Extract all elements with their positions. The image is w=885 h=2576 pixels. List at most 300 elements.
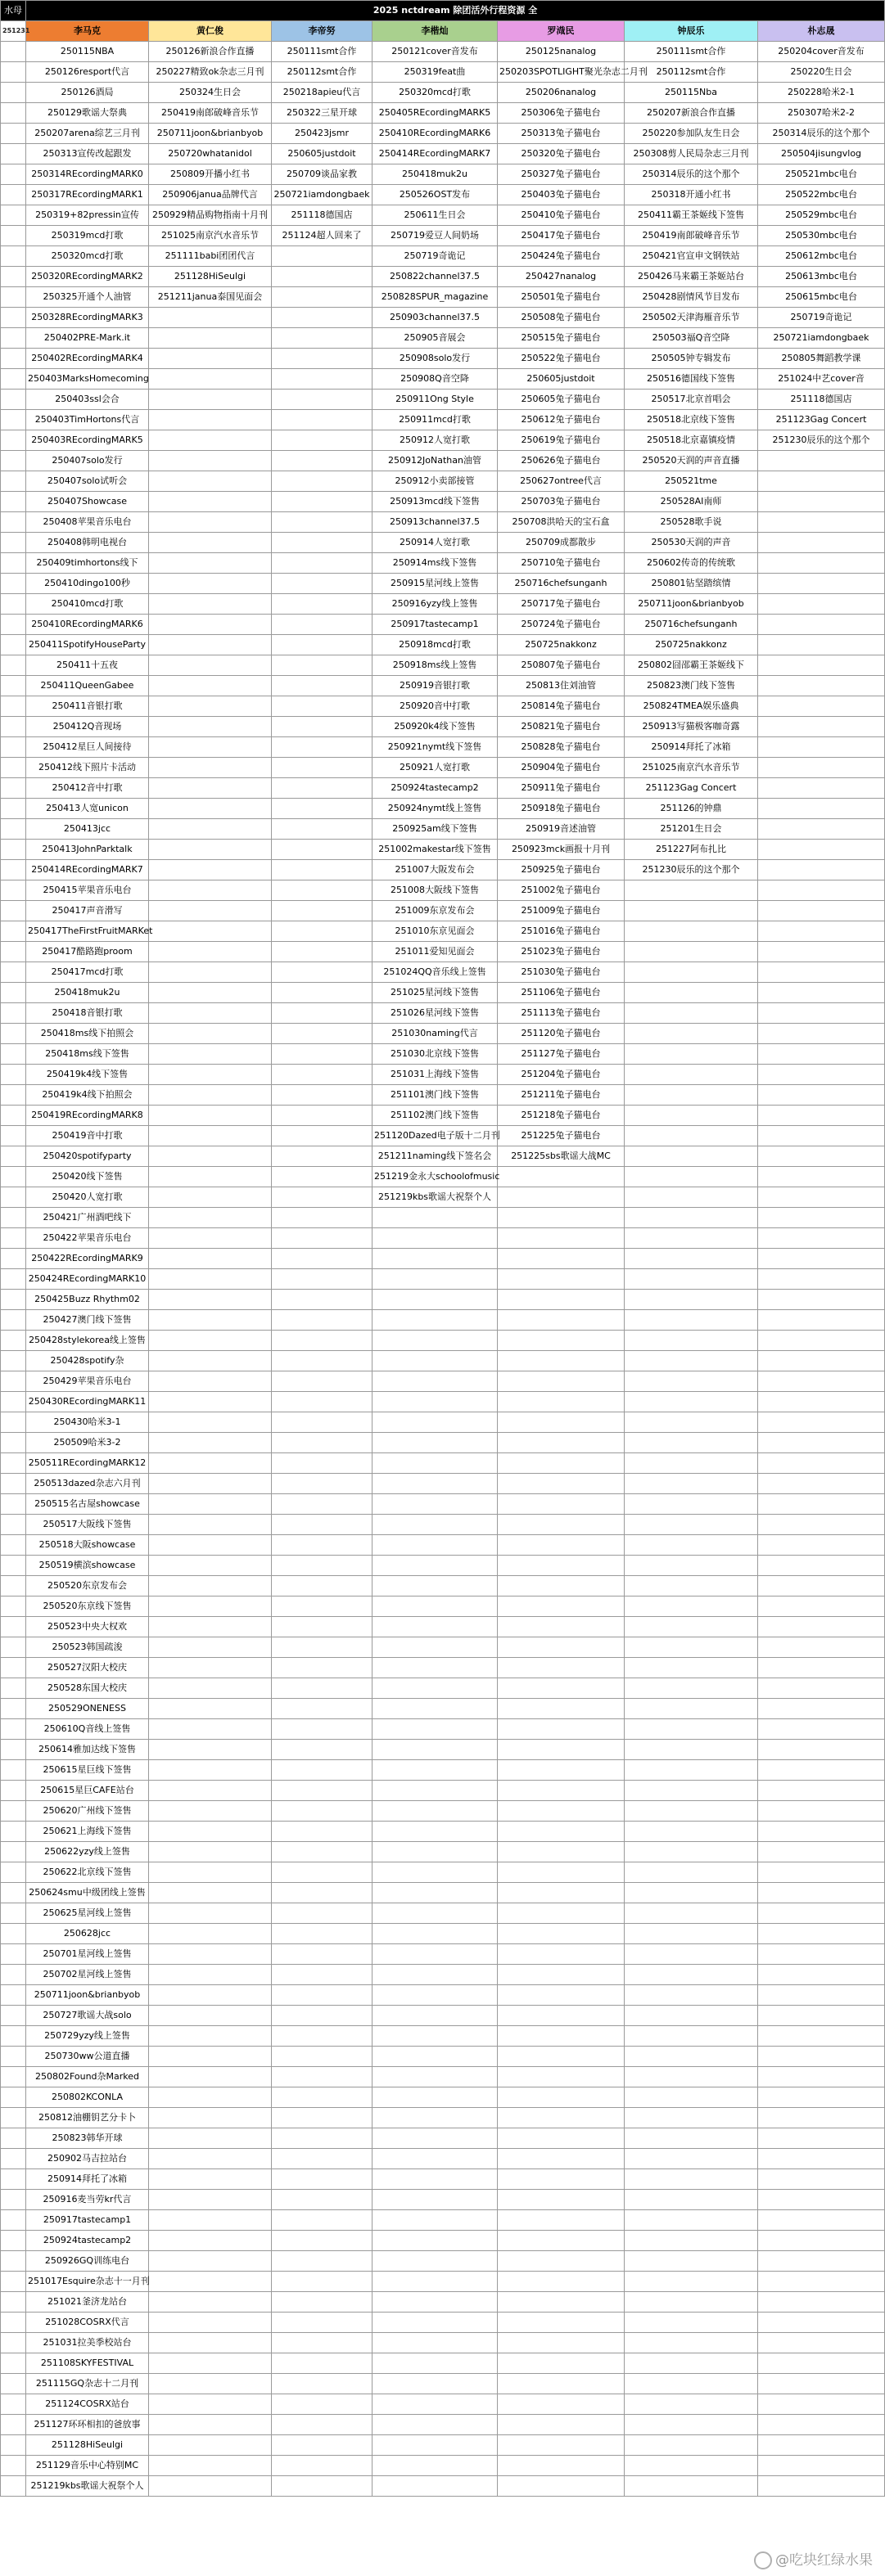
table-row [1,1146,885,1167]
schedule-cell [498,1637,625,1658]
row-id-cell [1,369,26,390]
schedule-cell: 250711joon&brianbyob [26,1985,149,2006]
schedule-cell [272,1658,373,1678]
row-id-cell [1,594,26,615]
schedule-cell [625,1371,758,1392]
row-id-cell [1,349,26,369]
table-row [1,308,885,328]
member-header: 黄仁俊 [149,21,272,42]
schedule-cell [625,1596,758,1617]
schedule-cell: 250412Q音现场 [26,717,149,737]
schedule-cell: 250423jsmr [272,124,373,144]
schedule-cell: 250112smt合作 [272,62,373,83]
schedule-cell: 250418音银打歌 [26,1003,149,1024]
schedule-cell: 250821兔子猫电台 [498,717,625,737]
schedule-cell: 250307哈米2-2 [758,103,885,124]
schedule-cell [272,2210,373,2231]
schedule-cell [625,1167,758,1187]
schedule-cell: 250529mbc电台 [758,205,885,226]
schedule-cell: 250528AI南师 [625,492,758,512]
schedule-cell [758,655,885,676]
schedule-cell [272,533,373,553]
schedule-cell: 250508兔子猫电台 [498,308,625,328]
schedule-cell [758,1822,885,1842]
schedule-cell [625,2333,758,2353]
schedule-cell [272,2026,373,2047]
schedule-cell [149,2026,272,2047]
schedule-cell [149,1126,272,1146]
table-row [1,1781,885,1801]
schedule-cell [625,2456,758,2476]
row-id-cell [1,983,26,1003]
row-id-cell [1,1556,26,1576]
schedule-cell: 250529ONENESS [26,1699,149,1719]
row-id-cell [1,512,26,533]
row-id-cell [1,1412,26,1433]
schedule-cell [272,1842,373,1862]
schedule-cell [149,1924,272,1944]
schedule-cell [758,860,885,880]
schedule-cell [149,430,272,451]
schedule-cell [272,2313,373,2333]
schedule-cell [373,2292,498,2313]
member-header-row [1,21,885,42]
watermark-text: @吃块红绿水果 [775,2552,873,2569]
schedule-cell [149,2374,272,2394]
schedule-cell [149,512,272,533]
schedule-cell: 251230辰乐的这个那个 [758,430,885,451]
schedule-cell [373,1412,498,1433]
schedule-cell [272,1862,373,1883]
schedule-cell: 251127环环相扣的爸放事 [26,2415,149,2435]
table-row [1,2128,885,2149]
schedule-cell [498,2169,625,2190]
schedule-cell [272,1801,373,1822]
schedule-cell [758,1331,885,1351]
schedule-cell [373,2190,498,2210]
schedule-cell: 250327兔子猫电台 [498,164,625,185]
schedule-cell [272,1146,373,1167]
schedule-cell [149,1331,272,1351]
row-id-cell [1,83,26,103]
schedule-cell [373,1985,498,2006]
row-id-cell [1,1862,26,1883]
row-id-cell [1,2394,26,2415]
schedule-cell: 250417mcd打歌 [26,962,149,983]
table-row [1,1678,885,1699]
row-id-cell [1,1842,26,1862]
table-row [1,1433,885,1453]
schedule-cell [758,1862,885,1883]
schedule-cell: 250624smu中级团线上签售 [26,1883,149,1903]
schedule-cell [758,676,885,696]
schedule-cell: 250917tastecamp1 [26,2210,149,2231]
table-row [1,1924,885,1944]
schedule-cell [758,2353,885,2374]
schedule-cell [498,1167,625,1187]
table-row [1,2292,885,2313]
schedule-cell: 250517大阪线下签售 [26,1515,149,1535]
schedule-cell: 250320mcd打歌 [373,83,498,103]
schedule-cell [758,1699,885,1719]
row-id-cell [1,1065,26,1085]
schedule-cell: 250115Nba [625,83,758,103]
schedule-cell [498,1740,625,1760]
schedule-cell [149,758,272,778]
schedule-cell [272,860,373,880]
schedule-cell [149,369,272,390]
schedule-cell [272,1474,373,1494]
schedule-cell [149,1453,272,1474]
schedule-cell: 250615mbc电台 [758,287,885,308]
schedule-cell [625,1392,758,1412]
schedule-cell [625,1085,758,1106]
schedule-cell [498,2292,625,2313]
schedule-cell: 250523中央大权欢 [26,1617,149,1637]
schedule-cell [758,2087,885,2108]
schedule-cell [149,799,272,819]
schedule-cell [272,1167,373,1187]
table-row [1,1310,885,1331]
schedule-cell: 251011爱知见面会 [373,942,498,962]
row-id-cell [1,860,26,880]
member-header: 钟辰乐 [625,21,758,42]
schedule-cell [498,1760,625,1781]
schedule-cell [498,2415,625,2435]
schedule-cell [149,2108,272,2128]
schedule-cell: 250526OST发布 [373,185,498,205]
schedule-cell: 250410mcd打歌 [26,594,149,615]
table-row [1,1065,885,1085]
schedule-cell [758,471,885,492]
schedule-cell: 250325开通个人油管 [26,287,149,308]
table-row [1,2272,885,2292]
schedule-cell [758,1024,885,1044]
schedule-cell [758,1883,885,1903]
schedule-cell [758,758,885,778]
table-row [1,717,885,737]
schedule-cell: 250911mcd打歌 [373,410,498,430]
row-id-cell [1,615,26,635]
schedule-cell [625,1065,758,1085]
schedule-cell: 250121cover音发布 [373,42,498,62]
schedule-cell [149,2333,272,2353]
schedule-cell [272,1249,373,1269]
table-row [1,1371,885,1392]
schedule-cell: 250805舞蹈教学课 [758,349,885,369]
schedule-cell: 250410dingo100秒 [26,574,149,594]
schedule-cell [625,1965,758,1985]
schedule-cell [625,880,758,901]
row-id-cell [1,533,26,553]
table-row [1,1862,885,1883]
table-row [1,1024,885,1044]
schedule-cell: 250328REcordingMARK3 [26,308,149,328]
schedule-cell [149,860,272,880]
schedule-cell [149,2169,272,2190]
schedule-cell [149,2394,272,2415]
schedule-cell: 250912JoNathan油管 [373,451,498,471]
schedule-cell [498,1822,625,1842]
schedule-cell: 251211兔子猫电台 [498,1085,625,1106]
schedule-cell: 250917tastecamp1 [373,615,498,635]
schedule-cell [758,778,885,799]
schedule-cell [625,1228,758,1249]
schedule-cell: 250519横滨showcase [26,1556,149,1576]
row-id-cell [1,2374,26,2394]
schedule-cell [149,1412,272,1433]
schedule-cell [758,1985,885,2006]
schedule-cell: 250314辰乐的这个那个 [758,124,885,144]
schedule-cell [149,1392,272,1412]
schedule-cell [149,2415,272,2435]
schedule-cell: 250414REcordingMARK7 [26,860,149,880]
schedule-cell: 251118德国店 [272,205,373,226]
schedule-cell: 250719爱豆人间奶场 [373,226,498,246]
schedule-cell: 250504jisungvlog [758,144,885,164]
schedule-cell [373,1719,498,1740]
schedule-cell [272,2353,373,2374]
table-row [1,1331,885,1351]
schedule-cell [149,1883,272,1903]
row-id-cell [1,2026,26,2047]
table-row [1,226,885,246]
schedule-cell [373,1903,498,1924]
row-id-cell [1,1801,26,1822]
row-id-cell [1,942,26,962]
schedule-cell: 250918ms线上签售 [373,655,498,676]
schedule-cell [625,1862,758,1883]
table-row [1,246,885,267]
schedule-cell: 250520东京线下签售 [26,1596,149,1617]
schedule-cell [625,1433,758,1453]
schedule-cell [758,1269,885,1290]
table-row [1,1351,885,1371]
schedule-cell [498,2353,625,2374]
schedule-cell [625,2169,758,2190]
row-id-cell [1,2128,26,2149]
schedule-cell [272,778,373,799]
schedule-cell: 251031拉美季校站台 [26,2333,149,2353]
table-row [1,2394,885,2415]
schedule-cell: 250420线下签售 [26,1167,149,1187]
schedule-cell [498,1269,625,1290]
schedule-cell [272,2476,373,2497]
schedule-cell: 251128HiSeulgi [26,2435,149,2456]
schedule-cell [625,1494,758,1515]
row-id-cell [1,2231,26,2251]
schedule-cell: 250822channel37.5 [373,267,498,287]
schedule-cell: 250703兔子猫电台 [498,492,625,512]
schedule-cell [272,880,373,901]
schedule-cell: 250426马来霸王茶姬站台 [625,267,758,287]
row-id-cell [1,1269,26,1290]
schedule-cell [625,2292,758,2313]
schedule-cell: 251025南京汽水音乐节 [625,758,758,778]
schedule-cell [373,1208,498,1228]
schedule-cell: 250518北京线下签售 [625,410,758,430]
schedule-cell: 250920k4线下签售 [373,717,498,737]
schedule-cell: 250622北京线下签售 [26,1862,149,1883]
table-row [1,2067,885,2087]
schedule-cell: 250418muk2u [26,983,149,1003]
schedule-cell [373,1842,498,1862]
schedule-cell: 250313兔子猫电台 [498,124,625,144]
schedule-cell: 250530天润的声音 [625,533,758,553]
schedule-cell [272,655,373,676]
schedule-cell [498,1351,625,1371]
schedule-cell [625,1126,758,1146]
schedule-cell [498,1862,625,1883]
schedule-cell: 250919音银打歌 [373,676,498,696]
schedule-cell [758,1965,885,1985]
schedule-cell [149,2149,272,2169]
schedule-cell [625,1760,758,1781]
schedule-cell [272,1126,373,1146]
row-id-cell [1,921,26,942]
schedule-cell [272,1678,373,1699]
schedule-cell: 250614雅加达线下签售 [26,1740,149,1760]
row-id-cell [1,1351,26,1371]
schedule-cell [625,1658,758,1678]
schedule-cell [498,1187,625,1208]
table-row [1,2190,885,2210]
schedule-cell: 250413JohnParktalk [26,840,149,860]
schedule-cell: 251219kbs歌谣大祝祭个人 [26,2476,149,2497]
schedule-cell [373,2353,498,2374]
schedule-cell [758,1576,885,1596]
schedule-cell [272,1331,373,1351]
schedule-cell [625,1412,758,1433]
schedule-cell: 250322三星开球 [272,103,373,124]
schedule-cell [758,2394,885,2415]
schedule-cell [272,676,373,696]
schedule-cell: 251219金永大schoolofmusic [373,1167,498,1187]
schedule-cell: 250319feat曲 [373,62,498,83]
schedule-cell [149,635,272,655]
schedule-cell: 250411SpotifyHouseParty [26,635,149,655]
row-id-cell [1,1249,26,1269]
row-id-cell [1,1965,26,1985]
schedule-cell: 250410兔子猫电台 [498,205,625,226]
table-row [1,594,885,615]
schedule-cell: 251127兔子猫电台 [498,1044,625,1065]
schedule-cell [758,921,885,942]
schedule-cell: 250627ontree代言 [498,471,625,492]
table-row [1,42,885,62]
row-id-cell [1,1883,26,1903]
schedule-cell: 250719奇诡记 [758,308,885,328]
schedule-cell: 250424兔子猫电台 [498,246,625,267]
schedule-cell: 250509哈米3-2 [26,1433,149,1453]
schedule-cell [758,2374,885,2394]
schedule-cell: 251227阿布扎比 [625,840,758,860]
schedule-cell [149,471,272,492]
table-row [1,2333,885,2353]
schedule-cell: 250126resport代言 [26,62,149,83]
schedule-cell: 250929精品购物指南十月刊 [149,205,272,226]
schedule-cell: 250725nakkonz [498,635,625,655]
schedule-cell [625,1637,758,1658]
schedule-cell: 250717兔子猫电台 [498,594,625,615]
schedule-cell [373,1883,498,1903]
schedule-cell: 251115GQ杂志十二月刊 [26,2374,149,2394]
schedule-cell [149,594,272,615]
schedule-cell [149,1351,272,1371]
schedule-cell: 250708洪哈天的宝石盒 [498,512,625,533]
table-row [1,1576,885,1596]
schedule-cell [272,1371,373,1392]
schedule-cell: 250418ms线下拍照会 [26,1024,149,1044]
schedule-cell [149,901,272,921]
schedule-cell [149,676,272,696]
schedule-cell: 250220参加队友生日会 [625,124,758,144]
schedule-cell [498,1699,625,1719]
schedule-cell [149,451,272,471]
schedule-cell [272,594,373,615]
table-row [1,2087,885,2108]
table-row [1,1187,885,1208]
schedule-cell: 250403兔子猫电台 [498,185,625,205]
schedule-cell [272,819,373,840]
table-row [1,1044,885,1065]
schedule-cell [149,880,272,901]
schedule-cell [272,2128,373,2149]
schedule-cell: 250417兔子猫电台 [498,226,625,246]
schedule-cell: 250915星河线上签售 [373,574,498,594]
schedule-cell [373,1269,498,1290]
table-row [1,1801,885,1822]
schedule-cell [272,2067,373,2087]
schedule-cell: 250709成都散步 [498,533,625,553]
schedule-cell [498,1228,625,1249]
schedule-cell [149,1576,272,1596]
schedule-cell [149,1842,272,1862]
schedule-cell [272,1269,373,1290]
schedule-cell [149,574,272,594]
schedule-cell: 250115NBA [26,42,149,62]
schedule-cell: 250403MarksHomecoming [26,369,149,390]
schedule-cell [373,2210,498,2231]
schedule-cell [272,1637,373,1658]
table-row [1,1106,885,1126]
schedule-cell [498,2394,625,2415]
schedule-cell: 251211naming线下签名会 [373,1146,498,1167]
schedule-cell [373,1474,498,1494]
schedule-cell [498,1208,625,1228]
row-id-cell [1,205,26,226]
table-row [1,799,885,819]
schedule-cell: 250503福Q音空降 [625,328,758,349]
table-row [1,2374,885,2394]
table-row [1,676,885,696]
schedule-cell: 250308剪人民局杂志三月刊 [625,144,758,164]
schedule-cell: 250218apieu代言 [272,83,373,103]
schedule-cell [758,1085,885,1106]
row-id-cell [1,799,26,819]
table-row [1,1842,885,1862]
schedule-cell [758,574,885,594]
schedule-cell [758,1208,885,1228]
row-id-cell [1,1228,26,1249]
schedule-cell: 251230辰乐的这个那个 [625,860,758,880]
schedule-cell [272,2415,373,2435]
schedule-cell [149,983,272,1003]
schedule-cell: 250414REcordingMARK7 [373,144,498,164]
schedule-cell: 250207arena综艺三月刊 [26,124,149,144]
row-id-cell [1,655,26,676]
row-id-cell [1,1187,26,1208]
